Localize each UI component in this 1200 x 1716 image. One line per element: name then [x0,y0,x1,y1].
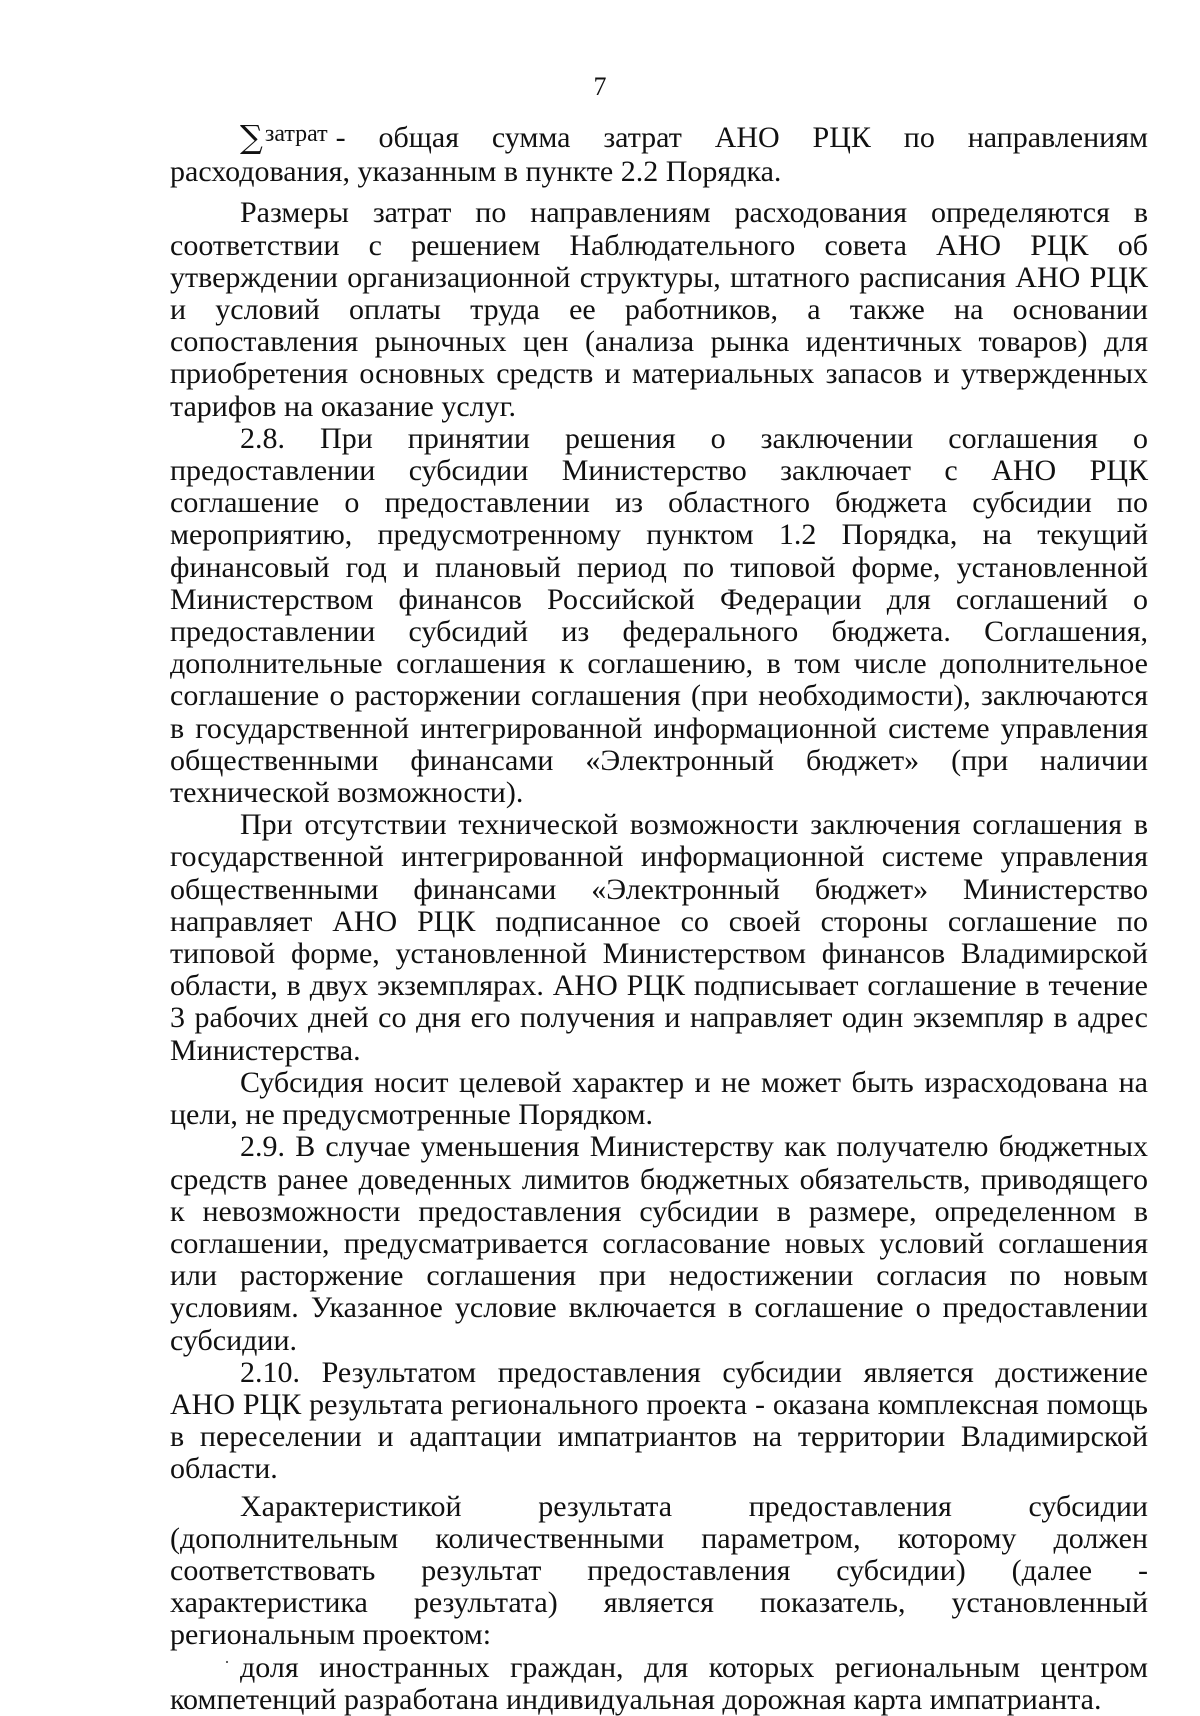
paragraph-subsidy-purpose: Субсидия носит целевой характер и не может быть израсходована на цели, не предусмотренные Порядком. [170,1065,1148,1132]
paragraph-result-characteristic: Характеристикой результата предоставления субсидии (дополнительным количественными параметром, которому должен соответствовать результат предоставления субсидии) (далее - характеристика результата) является показатель, установленный региональным проектом: [170,1489,1148,1652]
paragraph-cost-sizes: Размеры затрат по направлениям расходования определяются в соответствии с решением Наблюдательного совета АНО РЦК об утверждении организационной структуры, штатного расписания АНО РЦК и условий оплаты труда ее работников, а также на основании сопоставления рыночных цен (анализа рынка идентичных товаров) для приобретения основных средств и материальных запасов и утвержденных тарифов на оказание услуг. [170,196,1148,423]
paragraph-2-9: 2.9. В случае уменьшения Министерству как получателю бюджетных средств ранее доведенных лимитов бюджетных обязательств, приводящего к невозможности предоставления субсидии в размере, определенном в соглашении, предусматривается согласование новых условий соглашения или расторжение соглашения при недостижении согласия по новым условиям. Указанное условие включается в соглашение о предоставлении субсидии. [170,1130,1148,1357]
sigma-symbol: ∑ [240,118,263,156]
page-number: 7 [593,72,607,101]
scan-speck: · [224,1652,230,1672]
sigma-text: - общая сумма затрат АНО РЦК по направлениям расходования, указанным в пункте 2.2 Порядка. [170,121,1148,189]
sigma-subscript: затрат [264,121,328,147]
paragraph-2-10: 2.10. Результатом предоставления субсидии является достижение АНО РЦК результата регионального проекта - оказана комплексная помощь в переселении и адаптации импатриантов на территории Владимирской области. [170,1355,1148,1486]
paragraph-no-tech-capability: При отсутствии технической возможности заключения соглашения в государственной интегрированной информационной системе управления общественными финансами «Электронный бюджет» Министерство направляет АНО РЦК подписанное со своей стороны соглашение по типовой форме, установленной Министерством финансов Владимирской области, в двух экземплярах. АНО РЦК подписывает соглашение в течение 3 рабочих дней со дня его получения и направляет один экземпляр в адрес Министерства. [170,808,1148,1067]
paragraph-2-8: 2.8. При принятии решения о заключении соглашения о предоставлении субсидии Министерство заключает с АНО РЦК соглашение о предоставлении из областного бюджета субсидии по мероприятию, предусмотренному пунктом 1.2 Порядка, на текущий финансовый год и плановый период по типовой форме, установленной Министерством финансов Российской Федерации для соглашений о предоставлении субсидий из федерального бюджета. Соглашения, дополнительные соглашения к соглашению, в том числе дополнительное соглашение о расторжении соглашения (при необходимости), заключаются в государственной интегрированной информационной системе управления общественными финансами «Электронный бюджет» (при наличии технической возможности). [170,421,1148,810]
document-body [170,120,1148,1716]
sigma-definition [170,120,1148,188]
paragraph-indicator: доля иностранных граждан, для которых региональным центром компетенций разработана индивидуальная дорожная карта импатрианта. [170,1650,1148,1716]
